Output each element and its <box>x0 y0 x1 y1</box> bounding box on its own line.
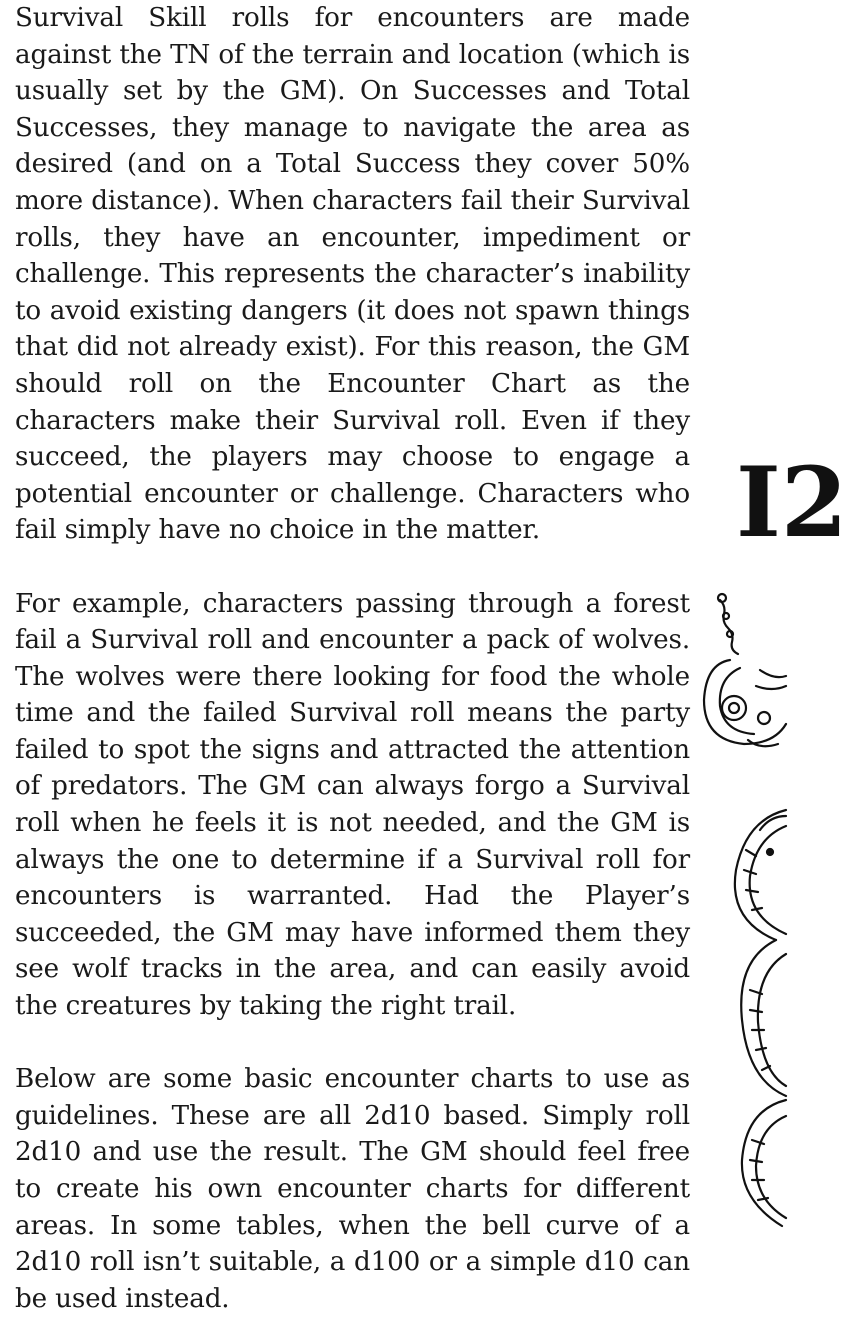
paragraph-wolves-example: For example, characters passing through a forest fail a Survival roll and encounter a pack of wolves. The wolves were there looking for food the whole time and the failed Survival roll means the party failed to spot the signs and attracted the attention of predators. The GM can always forgo a Survival roll when he feels it is not needed, and the GM is always the one to determine if a Survival roll for encounters is warranted. Had the Player’s succeeded, the GM may have informed them they see wolf tracks in the area, and can easily avoid the creatures by taking the right trail. <box>15 588 690 1022</box>
dragon-ornament-icon <box>700 590 786 1228</box>
paragraph-encounter-charts: Below are some basic encounter charts to use as guidelines. These are all 2d10 based. Simply roll 2d10 and use the result. The GM should feel free to create his own encounter charts for different areas. In some tables, when the bell curve of a 2d10 roll isn’t suitable, a d100 or a simple d10 can be used instead. <box>15 1064 690 1314</box>
body-text-column <box>15 0 690 1317</box>
paragraph-survival-rolls: Survival Skill rolls for encounters are made against the TN of the terrain and location (which is usually set by the GM). On Successes and Total Successes, they manage to navigate the area as desired (and on a Total Success they cover 50% more distance). When characters fail their Survival rolls, they have an encounter, impediment or challenge. This represents the character’s inability to avoid existing dangers (it does not spawn things that did not already exist). For this reason, the GM should roll on the Encounter Chart as the characters make their Survival roll. Even if they succeed, the players may choose to engage a potential encounter or challenge. Characters who fail simply have no choice in the matter. <box>15 3 690 546</box>
chapter-number-heading: I2 <box>736 446 848 559</box>
